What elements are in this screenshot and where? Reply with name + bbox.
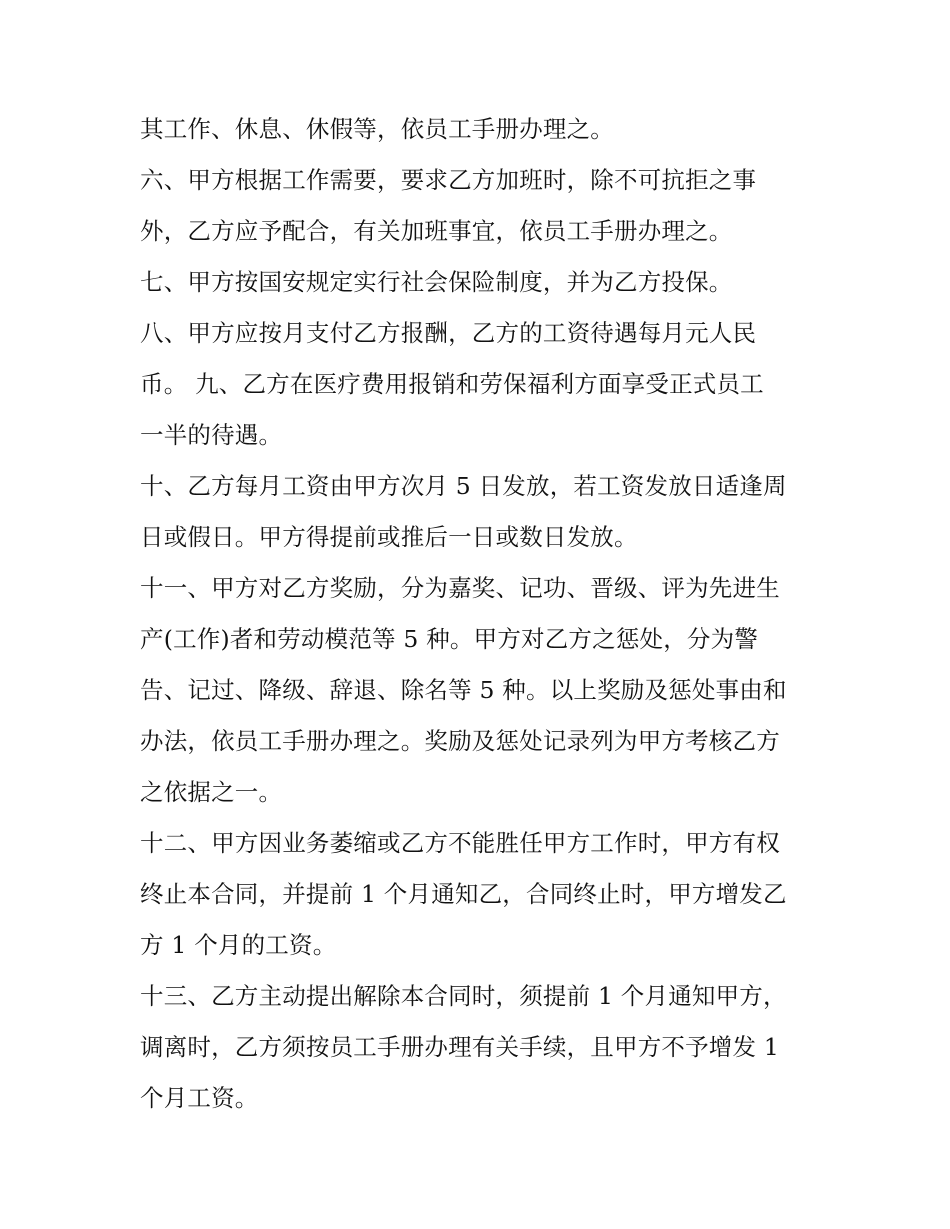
document-body xyxy=(140,104,820,1124)
text-line: 八、甲方应按月支付乙方报酬，乙方的工资待遇每月元人民 xyxy=(140,319,757,347)
text-line: 产(工作)者和劳动模范等 5 种。甲方对乙方之惩处，分为警 xyxy=(140,625,759,653)
text-line: 其工作、休息、休假等，依员工手册办理之。 xyxy=(140,115,614,143)
text-line: 调离时，乙方须按员工手册办理有关手续，且甲方不予增发 1 xyxy=(140,1033,780,1061)
text-line: 告、记过、降级、辞退、除名等 5 种。以上奖励及惩处事由和 xyxy=(140,676,787,704)
text-line: 一半的待遇。 xyxy=(140,421,283,449)
text-line: 七、甲方按国安规定实行社会保险制度，并为乙方投保。 xyxy=(140,268,733,296)
text-line: 币。 九、乙方在医疗费用报销和劳保福利方面享受正式员工 xyxy=(140,370,764,398)
text-line: 日或假日。甲方得提前或推后一日或数日发放。 xyxy=(140,523,638,551)
text-line: 终止本合同，并提前 1 个月通知乙，合同终止时，甲方增发乙 xyxy=(140,880,787,908)
text-line: 六、甲方根据工作需要，要求乙方加班时，除不可抗拒之事 xyxy=(140,166,757,194)
text-line: 十三、乙方主动提出解除本合同时，须提前 1 个月通知甲方， xyxy=(140,982,787,1010)
text-line: 个月工资。 xyxy=(140,1084,259,1112)
text-line: 外，乙方应予配合，有关加班事宜，依员工手册办理之。 xyxy=(140,217,733,245)
text-line: 十一、甲方对乙方奖励，分为嘉奖、记功、晋级、评为先进生 xyxy=(140,574,780,602)
text-line: 之依据之一。 xyxy=(140,778,283,806)
text-line: 十二、甲方因业务萎缩或乙方不能胜任甲方工作时，甲方有权 xyxy=(140,829,780,857)
text-line: 办法，依员工手册办理之。奖励及惩处记录列为甲方考核乙方 xyxy=(140,727,780,755)
text-line: 十、乙方每月工资由甲方次月 5 日发放，若工资发放日适逢周 xyxy=(140,472,787,500)
text-line: 方 1 个月的工资。 xyxy=(140,931,337,959)
